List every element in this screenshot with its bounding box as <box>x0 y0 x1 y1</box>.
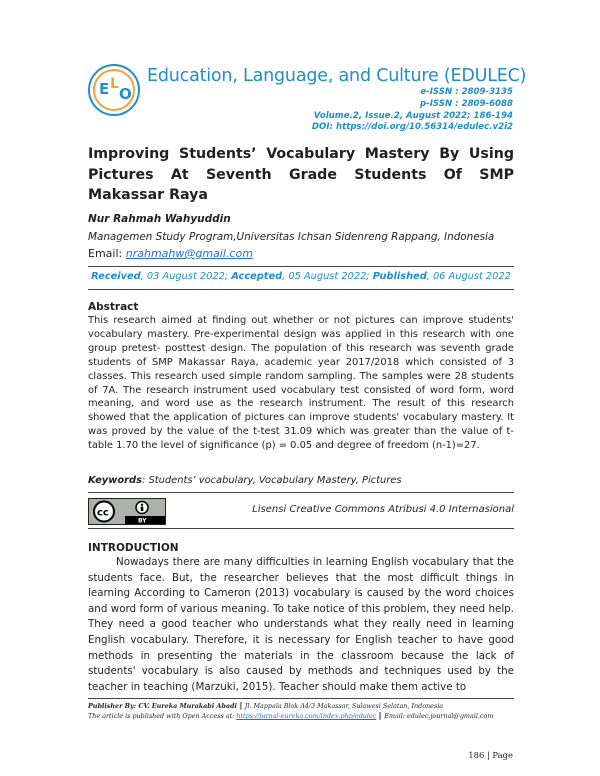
journal-logo <box>88 64 140 116</box>
published-date: , 06 August 2022 <box>426 271 511 282</box>
accepted-date: , 05 August 2022; <box>282 271 373 282</box>
open-access-label: The article is published with Open Access at: <box>88 712 237 720</box>
svg-text:cc: cc <box>97 507 109 519</box>
email-link[interactable]: nrahmahw@gmail.com <box>125 247 253 260</box>
article-dates <box>88 271 514 282</box>
footer-email: ║ Email: edulec.journal@gmail.com <box>376 712 494 720</box>
keywords-list: : Students’ vocabulary, Vocabulary Mastery, Pictures <box>141 475 402 486</box>
cc-license-badge[interactable] <box>88 498 166 525</box>
received-label: Received <box>91 271 141 282</box>
abstract-heading: Abstract <box>88 301 139 313</box>
introduction-heading: INTRODUCTION <box>88 542 179 554</box>
svg-text:E: E <box>99 80 110 98</box>
doi-line <box>312 122 513 132</box>
doi-link[interactable]: https://doi.org/10.56314/edulec.v2i2 <box>335 122 513 132</box>
footer-access <box>88 712 493 720</box>
publisher-address: ║ Jl. Mappala Blok A4/3 Makassar, Sulawesi Selatan, Indonesia <box>236 702 444 710</box>
published-label: Published <box>372 271 427 282</box>
divider <box>88 492 514 493</box>
author-name: Nur Rahmah Wahyuddin <box>88 213 231 225</box>
cc-icon <box>89 499 165 524</box>
cc-by-label: BY <box>138 517 147 524</box>
p-issn: p-ISSN : 2809-6088 <box>419 99 513 109</box>
paper-title: Improving Students’ Vocabulary Mastery By Using Pictures At Seventh Grade Students Of SMP Makassar Raya <box>88 146 514 203</box>
page-number: 186 | Page <box>468 750 513 760</box>
license-text: Lisensi Creative Commons Atribusi 4.0 Internasional <box>252 504 514 515</box>
accepted-label: Accepted <box>231 271 283 282</box>
footer-divider <box>88 698 514 699</box>
keywords <box>88 475 402 486</box>
email-label: Email: <box>88 247 126 260</box>
svg-text:O: O <box>119 85 132 103</box>
abstract-text: This research aimed at finding out whether or not pictures can improve students' vocabulary mastery. Pre-experimental design was applied in this research with one group pretest- posttest design. The population of this research was seventh grade students of SMP Makassar Raya, academic year 2017/2018 which consisted of 3 classes. This research used simple random sampling. The samples were 28 students of 7A. The research instrument used vocabulary test consisted of word form, word meaning, and word use as the research instrument. The result of this research showed that the application of pictures can improve students' vocabulary mastery. It was proved by the value of the t-test 31.09 which was greater than the value of t-table 1.70 the level of significance (p) = 0.05 and degree of freedom (n-1)=27. <box>88 315 514 452</box>
footer-publisher <box>88 702 443 710</box>
author-email <box>88 247 253 260</box>
e-issn: e-ISSN : 2809-3135 <box>420 87 513 97</box>
divider <box>88 528 514 529</box>
introduction-text: Nowadays there are many difficulties in learning English vocabulary that the students face. But, the researcher believes that the most difficult things in learning According to Cameron (2013) vocabulary is caused by the word choices and word form of various meaning. To take notice of this problem, they need help. They need a good teacher who understands what they really need in learning English vocabulary. Therefore, it is necessary for English teacher to have good methods in presenting the materials in the classroom because the lack of students' vocabulary is also caused by methods and techniques used by the teacher in teaching (Marzuki, 2015). Teacher should make them active to <box>88 556 514 693</box>
journal-title: Education, Language, and Culture (EDULEC) <box>147 66 527 86</box>
svg-text:L: L <box>110 76 119 92</box>
journal-url[interactable]: https://jurnal-eureka.com/index.php/edulec <box>236 712 377 720</box>
doi-label: DOI: <box>311 122 333 132</box>
divider <box>88 266 514 267</box>
volume-info: Volume.2, Issue.2, August 2022; 186-194 <box>313 111 513 121</box>
author-affiliation: Managemen Study Program,Universitas Ichsan Sidenreng Rappang, Indonesia <box>88 231 495 243</box>
keywords-label: Keywords <box>88 475 142 486</box>
publisher-label: Publisher By: CV. Eureka Murakabi Abadi <box>88 702 237 710</box>
divider <box>88 289 514 290</box>
received-date: , 03 August 2022; <box>140 271 232 282</box>
